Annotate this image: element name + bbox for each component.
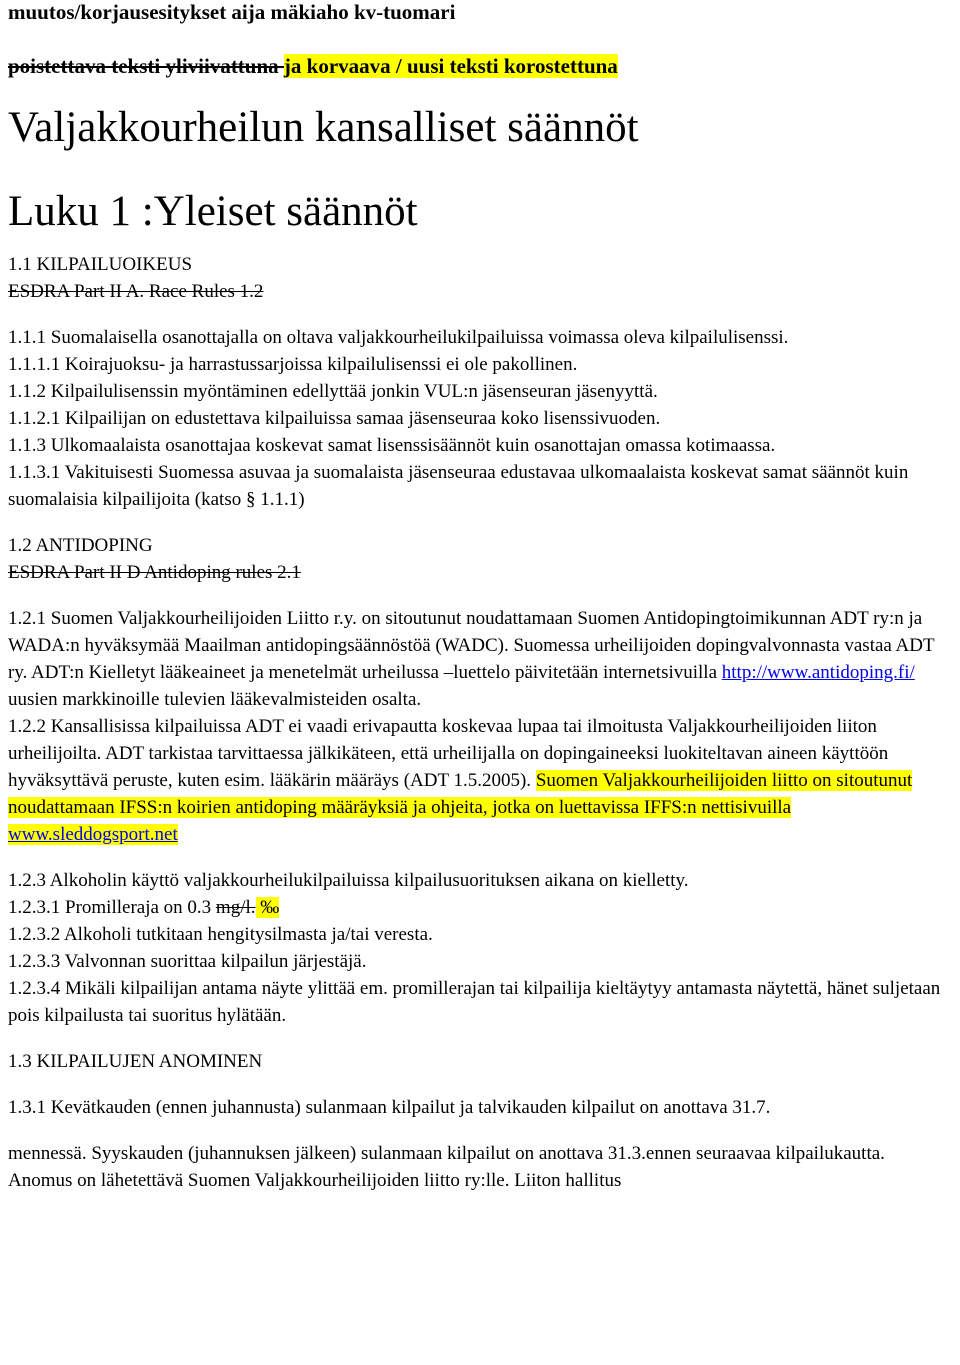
rule-1-2-3: 1.2.3 Alkoholin käyttö valjakkourheilukilpailuissa kilpailusuorituksen aikana on kielletty.	[8, 870, 689, 891]
rule-1-2-3-1	[8, 894, 952, 921]
rule-1-3-1-continued: mennessä. Syyskauden (juhannuksen jälkeen) sulanmaan kilpailut on anottava 31.3.ennen seuraavaa kilpailukautta. Anomus on lähetettävä Suomen Valjakkourheilijoiden liitto ry:lle. Liiton hallitus	[8, 1143, 885, 1191]
rule-1-2-2	[8, 713, 952, 848]
rule-1-1-2-1: 1.1.2.1 Kilpailijan on edustettava kilpailuissa samaa jäsenseuraa koko lisenssivuoden.	[8, 408, 661, 429]
rule-1-1-1-1: 1.1.1.1 Koirajuoksu- ja harrastussarjoissa kilpailulisenssi ei ole pakollinen.	[8, 354, 578, 375]
section-heading-1-1: 1.1 KILPAILUOIKEUS	[8, 254, 193, 275]
rule-1-2-3-3: 1.2.3.3 Valvonnan suorittaa kilpailun järjestäjä.	[8, 951, 367, 972]
section-heading-1-3: 1.3 KILPAILUJEN ANOMINEN	[8, 1051, 263, 1072]
rule-1-2-3-2: 1.2.3.2 Alkoholi tutkitaan hengitysilmasta ja/tai veresta.	[8, 924, 433, 945]
rule-1-2-1-text-end: uusien markkinoille tulevien lääkevalmisteiden osalta.	[8, 689, 422, 710]
legend-highlight-text: ja korvaava / uusi teksti korostettuna	[283, 54, 618, 78]
section-ref-1-2: ESDRA Part II D Antidoping rules 2.1	[8, 562, 301, 583]
change-legend	[8, 54, 952, 78]
rule-1-3-1: 1.3.1 Kevätkauden (ennen juhannusta) sulanmaan kilpailut ja talvikauden kilpailut on anottava 31.7.	[8, 1097, 771, 1118]
rule-1-1-2: 1.1.2 Kilpailulisenssin myöntäminen edellyttää jonkin VUL:n jäsenseuran jäsenyyttä.	[8, 381, 658, 402]
section-heading-1-2: 1.2 ANTIDOPING	[8, 535, 153, 556]
rule-1-1-1: 1.1.1 Suomalaisella osanottajalla on oltava valjakkourheilukilpailuissa voimassa oleva kilpailulisenssi.	[8, 327, 789, 348]
rule-1-2-3-1-strike: mg/l.	[215, 897, 256, 918]
rule-1-2-1	[8, 605, 952, 713]
rule-1-2-3-4: 1.2.3.4 Mikäli kilpailijan antama näyte ylittää em. promillerajan tai kilpailija kieltäytyy antamasta näytettä, hänet suljetaan pois kilpailusta tai suoritus hylätään.	[8, 978, 941, 1026]
legend-strike-text: poistettava teksti yliviivattuna	[8, 54, 284, 78]
section-ref-1-1: ESDRA Part II A. Race Rules 1.2	[8, 281, 264, 302]
rule-1-2-3-1-highlight: ‰	[255, 897, 280, 918]
sleddogsport-link[interactable]: www.sleddogsport.net	[8, 824, 178, 845]
main-title: Valjakkourheilun kansalliset säännöt	[8, 104, 639, 151]
chapter-title: Luku 1 :Yleiset säännöt	[8, 188, 418, 235]
rule-1-2-2-text: 1.2.2 Kansallisissa kilpailuissa ADT ei vaadi erivapautta koskevaa lupaa tai ilmoitusta Valjakkourheilijoiden liiton urheilijoilta. ADT tarkistaa tarvittaessa jälkikäteen, että urheilijalla on dopingaineeksi luokiteltavan aineen käyttöön hyväksyttävä peruste, kuten esim. lääkärin määräys (ADT 1.5.2005).	[8, 716, 889, 791]
antidoping-link[interactable]: http://www.antidoping.fi/	[721, 662, 915, 683]
rule-1-2-3-1-text: 1.2.3.1 Promilleraja on 0.3	[8, 897, 216, 918]
rule-1-1-3: 1.1.3 Ulkomaalaista osanottajaa koskevat samat lisenssisäännöt kuin osanottajan omassa kotimaassa.	[8, 435, 776, 456]
rule-1-2-2-highlight: Suomen Valjakkourheilijoiden liitto on sitoutunut noudattamaan IFSS:n koirien antidoping määräyksiä ja ohjeita, jotka on luettavissa IFFS:n nettisivuilla	[8, 770, 913, 818]
rule-1-1-3-1: 1.1.3.1 Vakituisesti Suomessa asuvaa ja suomalaista jäsenseuraa edustavaa ulkomaalaista koskevat samat säännöt kuin suomalaisia kilpailijoita (katso § 1.1.1)	[8, 462, 909, 510]
document-body	[8, 251, 952, 1194]
rule-1-2-1-text: 1.2.1 Suomen Valjakkourheilijoiden Liitto r.y. on sitoutunut noudattamaan Suomen Antidopingtoimikunnan ADT ry:n ja WADA:n hyväksymää Maailman antidopingsäännöstöä (WADC). Suomessa urheilijoiden dopingvalvonnasta vastaa ADT ry. ADT:n Kielletyt lääkeaineet ja menetelmät urheilussa –luettelo päivitetään internetsivuilla	[8, 608, 935, 683]
document-header: muutos/korjausesitykset aija mäkiaho kv-tuomari	[8, 0, 456, 24]
